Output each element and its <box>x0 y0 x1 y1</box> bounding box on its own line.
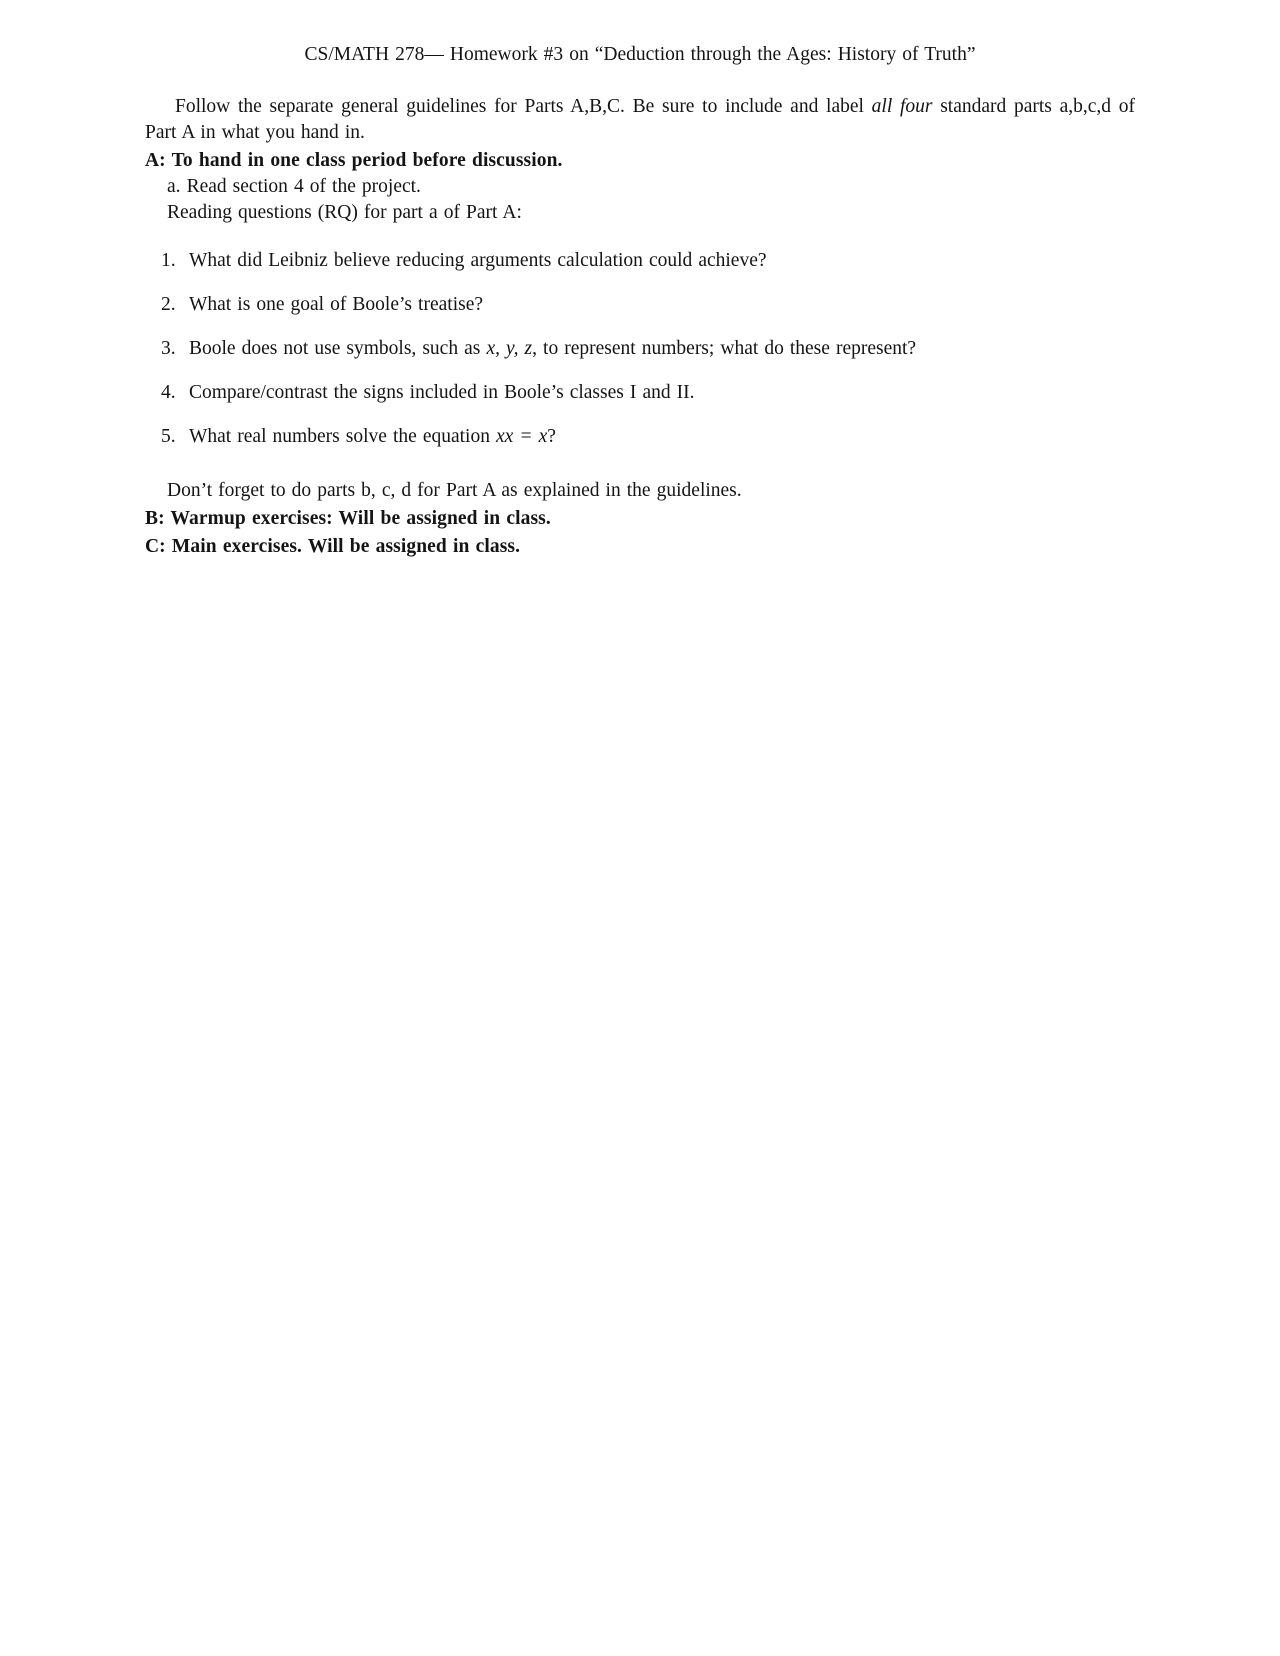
question-number: 2. <box>161 294 176 315</box>
part-a-sub-item: a. Read section 4 of the project. <box>167 176 421 197</box>
question-text: Compare/contrast the signs included in Boole’s classes I and II. <box>189 382 695 403</box>
question-number: 4. <box>161 382 176 403</box>
part-c-heading: C: Main exercises. Will be assigned in class. <box>145 536 521 557</box>
part-a-heading: A: To hand in one class period before discussion. <box>145 150 563 171</box>
question-text: What is one goal of Boole’s treatise? <box>189 294 484 315</box>
question-list <box>145 248 1135 450</box>
reminder-line: Don’t forget to do parts b, c, d for Part A as explained in the guidelines. <box>167 480 742 501</box>
question-text-end: , to represent numbers; what do these represent? <box>532 338 917 359</box>
reading-questions-intro: Reading questions (RQ) for part a of Part A: <box>167 202 522 223</box>
question-text-end: ? <box>547 426 556 447</box>
question-item-4 <box>145 380 1135 406</box>
question-item-5 <box>145 424 1135 450</box>
question-item-1 <box>145 248 1135 274</box>
question-text: Boole does not use symbols, such as <box>189 338 487 359</box>
page-title: CS/MATH 278— Homework #3 on “Deduction through the Ages: History of Truth” <box>304 44 976 65</box>
intro-text-end: standard parts a,b,c,d of Part A in what you hand in. <box>145 96 1135 143</box>
question-number: 1. <box>161 250 176 271</box>
question-text: What did Leibniz believe reducing arguments calculation could achieve? <box>189 250 767 271</box>
part-b-heading: B: Warmup exercises: Will be assigned in class. <box>145 508 551 529</box>
intro-text-start: Follow the separate general guidelines for Parts A,B,C. Be sure to include and label <box>175 96 872 117</box>
question-math: xx = x <box>496 426 548 447</box>
question-math: x, y, z <box>486 338 533 359</box>
question-number: 5. <box>161 426 176 447</box>
question-item-2 <box>145 292 1135 318</box>
intro-paragraph <box>145 94 1135 146</box>
question-item-3 <box>145 336 1135 362</box>
question-number: 3. <box>161 338 176 359</box>
intro-emphasis-all-four: all four <box>871 96 933 117</box>
question-text: What real numbers solve the equation <box>189 426 497 447</box>
